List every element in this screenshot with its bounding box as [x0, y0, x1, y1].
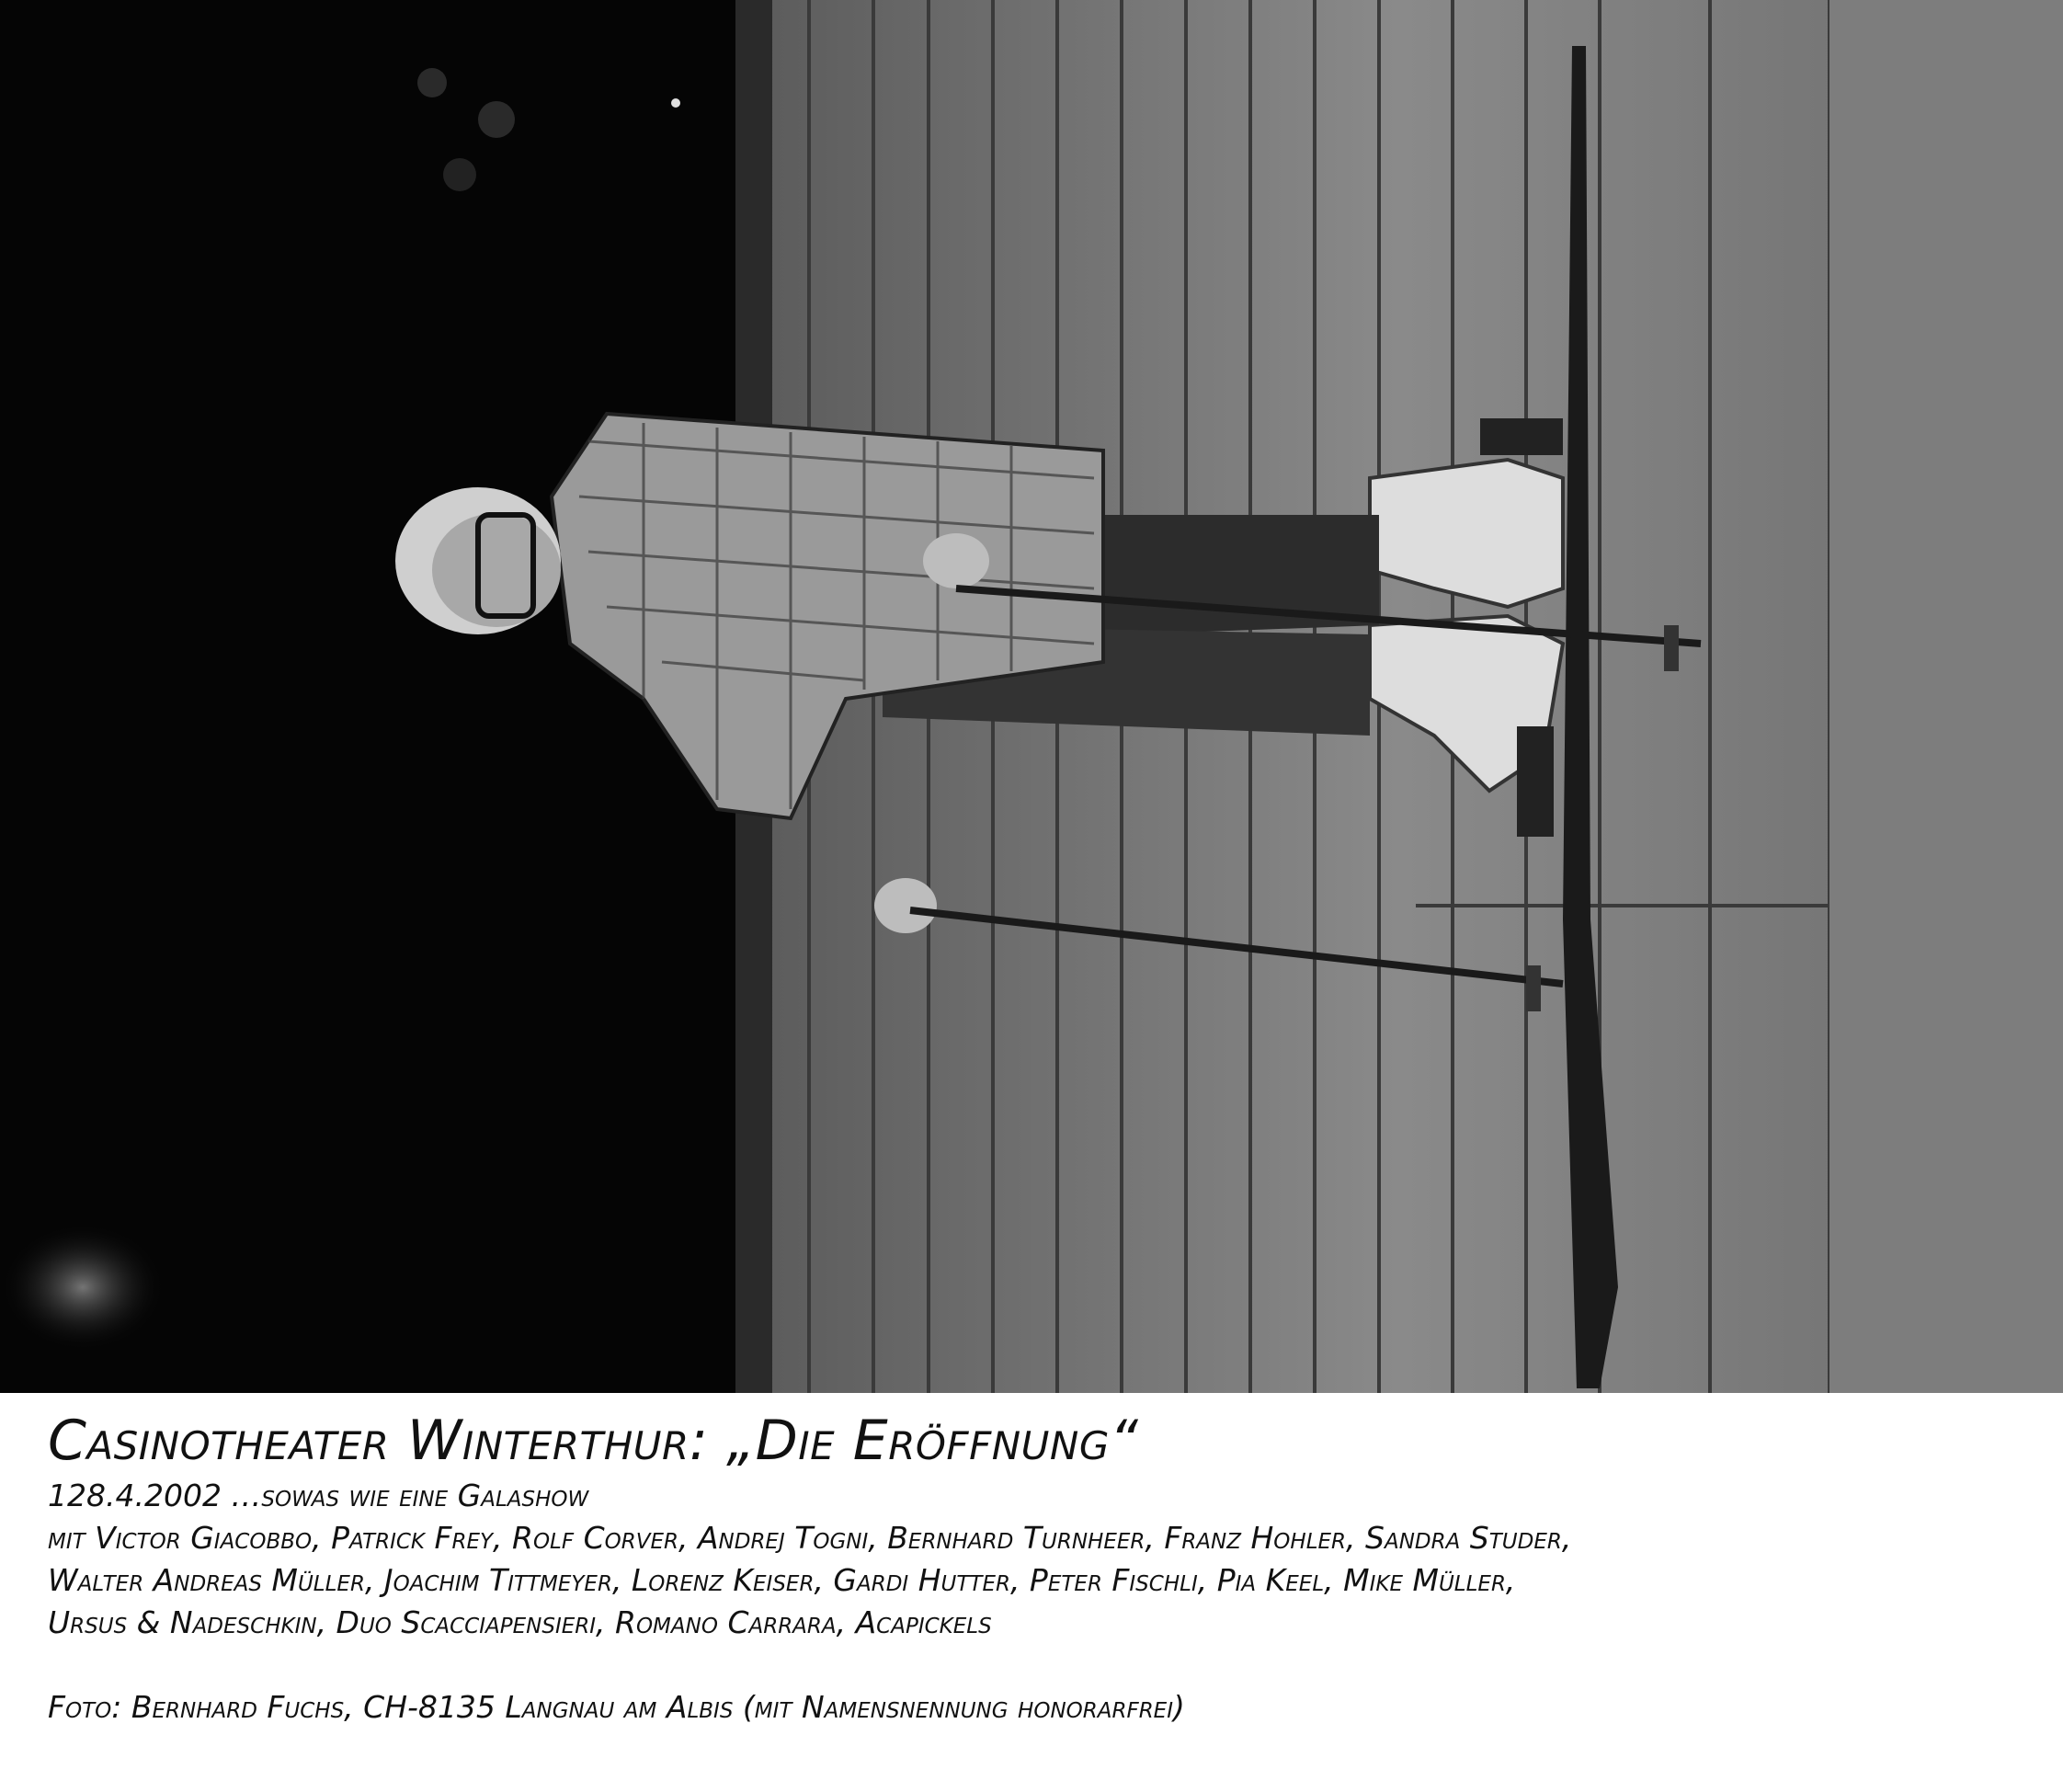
caption-title: Casinotheater Winterthur: „Die Eröffnung“ — [48, 1409, 1139, 1473]
photo-caption — [48, 1407, 2024, 1729]
caption-date-line: 128.4.2002 …sowas wie eine Galashow — [48, 1478, 589, 1513]
caption-spacer — [48, 1644, 2024, 1686]
caption-photo-credit: Foto: Bernhard Fuchs, CH-8135 Langnau am Albis (mit Namensnennung honorarfrei) — [48, 1689, 1185, 1725]
caption-cast-line-1: mit Victor Giacobbo, Patrick Frey, Rolf Corver, Andrej Togni, Bernhard Turnheer, Franz Hohler, Sandra Studer, — [48, 1520, 1572, 1556]
caption-cast-line-2: Walter Andreas Müller, Joachim Tittmeyer, Lorenz Keiser, Gardi Hutter, Peter Fischli, Pia Keel, Mike Müller, — [48, 1562, 1516, 1598]
caption-cast-line-3: Ursus & Nadeschkin, Duo Scacciapensieri, Romano Carrara, Acapickels — [48, 1604, 992, 1640]
